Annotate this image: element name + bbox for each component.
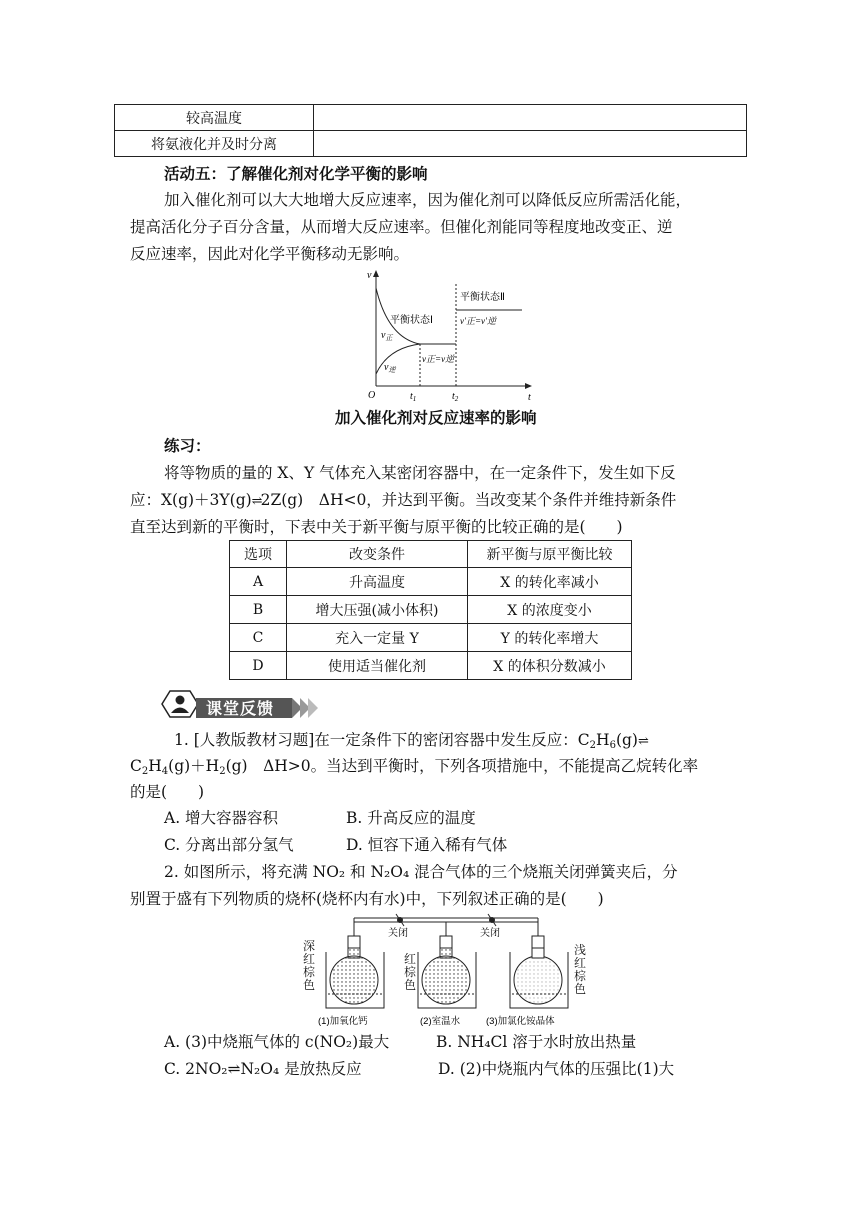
paragraph-line: 加入催化剂可以大大地增大反应速率，因为催化剂可以降低反应所需活化能， <box>164 191 692 209</box>
table-cell: X 的体积分数减小 <box>468 652 632 680</box>
option-d: D. (2)中烧瓶内气体的压强比(1)大 <box>438 1060 675 1078</box>
equilibrium-arrow-icon: ⇌ <box>251 494 261 509</box>
flask-1 <box>326 936 384 1008</box>
equilibrium-arrow-icon: ⇌ <box>637 734 647 749</box>
option-a: A. (3)中烧瓶气体的 c(NO₂)最大 <box>164 1033 390 1051</box>
table-cell: X 的浓度变小 <box>468 596 632 624</box>
state1-label: 平衡状态Ⅰ <box>390 315 433 326</box>
figure-caption: 加入催化剂对反应速率的影响 <box>335 409 537 427</box>
v-reverse-label: $v_逆$ <box>384 362 396 374</box>
paragraph-line: 应：X(g)＋3Y(g)⇌2Z(g) ΔH<0，并达到平衡。当改变某个条件并维持新条件 <box>130 490 730 512</box>
origin-label: O <box>368 390 376 401</box>
y-axis-label: v <box>367 270 372 281</box>
table-header: 新平衡与原平衡比较 <box>468 541 632 568</box>
table-cell: Y 的转化率增大 <box>468 624 632 652</box>
clamp-icon <box>488 914 496 926</box>
flask-side-label: 红棕色 <box>404 952 417 992</box>
section-heading: 活动五：了解催化剂对化学平衡的影响 <box>164 165 428 183</box>
table-cell <box>314 105 747 131</box>
question-line: 1. [人教版教材习题]在一定条件下的密闭容器中发生反应：$C_2H_6(g)\rightleftharpoons$ <box>174 731 647 751</box>
table-cell: D <box>230 652 287 680</box>
table-row <box>230 652 632 680</box>
option-c: C. 2NO₂⇌N₂O₄ 是放热反应 <box>164 1060 362 1078</box>
option-b: B. NH₄Cl 溶于水时放出热量 <box>436 1033 637 1051</box>
question-line: $C_2H_4(g)+H_2(g)$ ΔH>0。当达到平衡时，下列各项措施中，不能提高乙烷转化率 <box>130 757 699 777</box>
flask-3 <box>510 936 568 1008</box>
clamp-icon <box>396 914 404 926</box>
practice-table <box>229 540 632 680</box>
clamp-label: 关闭 <box>388 928 408 939</box>
banner-text: 课堂反馈 <box>206 699 275 718</box>
table-cell: 增大压强(减小体积) <box>287 596 468 624</box>
table-cell: 充入一定量 Y <box>287 624 468 652</box>
flask-diagram <box>296 912 596 1030</box>
question-line: 别置于盛有下列物质的烧杯(烧杯内有水)中，下列叙述正确的是( ) <box>130 890 604 908</box>
question-line: 2. 如图所示，将充满 NO₂ 和 N₂O₄ 混合气体的三个烧瓶关闭弹簧夹后，分 <box>164 863 678 881</box>
option-b: B. 升高反应的温度 <box>346 809 476 827</box>
table-cell: X 的转化率减小 <box>468 568 632 596</box>
table-row <box>230 568 632 596</box>
paragraph-line: 直至达到新的平衡时，下表中关于新平衡与原平衡的比较正确的是( ) <box>130 518 623 536</box>
flask-caption: (3)加氯化铵晶体 <box>486 1016 555 1027</box>
paragraph-line: 提高活化分子百分含量，从而增大反应速率。但催化剂能同等程度地改变正、逆 <box>130 218 673 236</box>
flask-2 <box>418 936 476 1008</box>
option-a: A. 增大容器容积 <box>164 809 279 827</box>
table-header: 选项 <box>230 541 287 568</box>
table-cell: 较高温度 <box>115 105 314 131</box>
state2-label: 平衡状态Ⅱ <box>460 292 505 303</box>
practice-heading: 练习： <box>164 437 211 455</box>
flask-side-label: 浅红棕色 <box>574 943 587 996</box>
flask-caption: (2)室温水 <box>420 1016 461 1027</box>
v-forward-label: $v_正$ <box>381 330 393 342</box>
table-cell: 使用适当催化剂 <box>287 652 468 680</box>
paragraph-line: 反应速率，因此对化学平衡移动无影响。 <box>130 245 410 263</box>
table-header: 改变条件 <box>287 541 468 568</box>
top-table <box>114 104 747 157</box>
t1-label: $t_1$ <box>410 391 417 403</box>
paragraph-line: 将等物质的量的 X、Y 气体充入某密闭容器中，在一定条件下，发生如下反 <box>164 464 676 482</box>
option-d: D. 恒容下通入稀有气体 <box>346 836 508 854</box>
table-cell: A <box>230 568 287 596</box>
table-cell: 升高温度 <box>287 568 468 596</box>
clamp-label: 关闭 <box>480 928 500 939</box>
question-line: 的是( ) <box>130 783 205 801</box>
x-axis-label: t <box>528 392 531 403</box>
table-row <box>230 624 632 652</box>
table-cell: B <box>230 596 287 624</box>
option-c: C. 分离出部分氢气 <box>164 836 294 854</box>
table-cell: 将氨液化并及时分离 <box>115 131 314 157</box>
feedback-banner <box>160 688 325 720</box>
flask-side-label: 深红棕色 <box>303 939 316 992</box>
equal-rate-label-2: v′正=v′逆 <box>460 316 497 326</box>
equal-rate-label: v正=v逆 <box>422 354 455 364</box>
t2-label: $t_2$ <box>452 391 459 403</box>
rate-time-graph <box>362 266 538 406</box>
table-row <box>230 596 632 624</box>
flask-caption: (1)加氧化钙 <box>318 1016 368 1027</box>
table-cell <box>314 131 747 157</box>
table-cell: C <box>230 624 287 652</box>
